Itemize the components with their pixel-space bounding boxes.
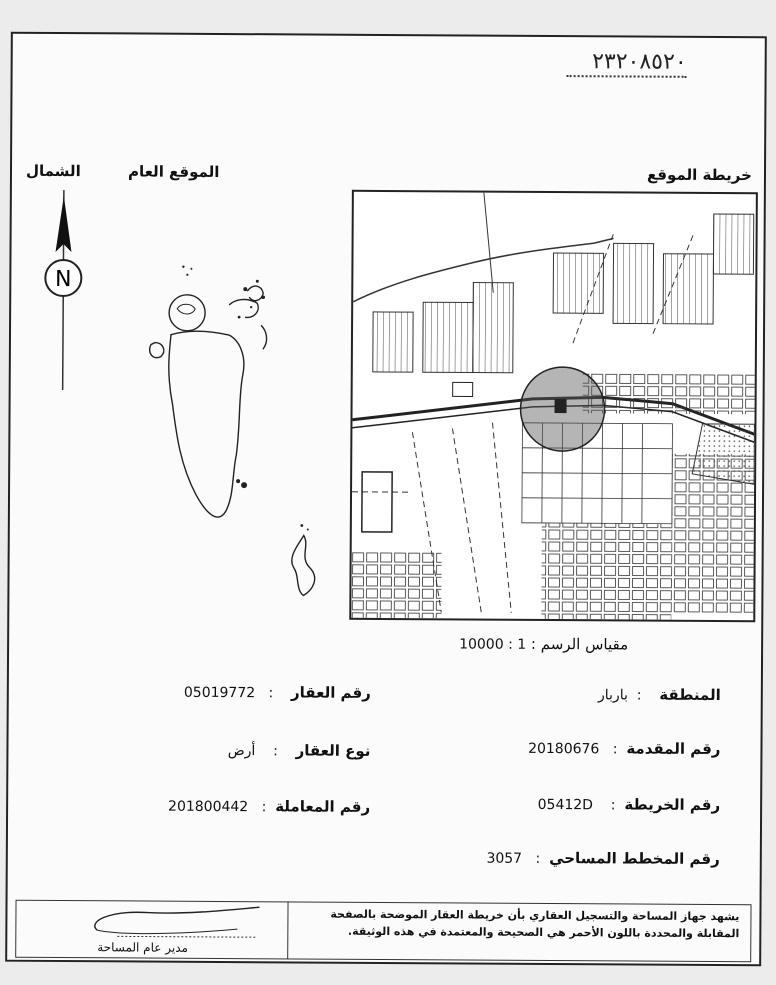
transaction-number-value: 201800442 [168,798,249,816]
survey-plan-number-label: رقم المخطط المساحي [549,849,720,869]
map-number-label: رقم الخريطة [624,795,721,815]
application-number-value: 20180676 [528,740,600,758]
property-number-sep: : [268,685,274,702]
area-sep: : [636,687,642,704]
survey-plan-number-field [486,849,719,868]
map-number-sep: : [610,797,616,814]
area-label: المنطقة [659,685,721,705]
overview-map-label: الموقع العام [127,162,220,181]
area-value: باربار [597,687,628,704]
scale-label: مقياس الرسم : [530,634,629,654]
property-number-value: 05019772 [183,684,256,702]
north-label: الشمال [25,161,81,181]
transaction-number-label: رقم المعاملة [275,797,371,816]
transaction-number-sep: : [261,799,267,816]
north-letter: N [55,266,72,293]
signature-image [87,902,267,941]
application-number-sep: : [612,741,618,758]
property-number-label: رقم العقار [291,683,371,702]
scale-line [459,634,628,653]
reference-dotted-line [567,75,687,78]
site-map-drawing [351,192,756,620]
certification-text [299,905,739,942]
map-number-value: 05412D [537,796,594,814]
application-number-field [528,739,720,758]
property-type-value: أرض [227,743,256,760]
property-type-sep: : [273,743,278,760]
scale-value: 10000 : 1 [459,636,527,653]
survey-plan-number-sep: : [535,850,541,867]
property-number-field [184,683,371,702]
certification-line-2: المقابلة والمحددة باللون الأحمر هي الصحيحة والمعتمدة في هذه الوثيقة. [347,924,740,941]
certification-line-1: يشهد جهاز المساحة والتسجيل العقاري بأن خريطة العقار الموضحة بالصفحة [330,907,740,924]
transaction-number-field [168,797,370,816]
map-number-field [538,795,721,814]
overview-map [109,244,351,605]
north-arrow-icon [31,190,96,400]
site-map [349,190,758,622]
area-field [598,685,721,704]
property-type-field [228,741,371,760]
survey-plan-number-value: 3057 [486,850,523,867]
property-type-label: نوع العقار [295,741,371,760]
site-map-label: خريطة الموقع [646,165,753,185]
handwritten-reference-number: ٢٣٢٠٨٥٢٠ [592,49,687,75]
application-number-label: رقم المقدمة [626,739,721,759]
signer-title: مدير عام المساحة [97,940,189,955]
document-sheet [5,32,767,967]
